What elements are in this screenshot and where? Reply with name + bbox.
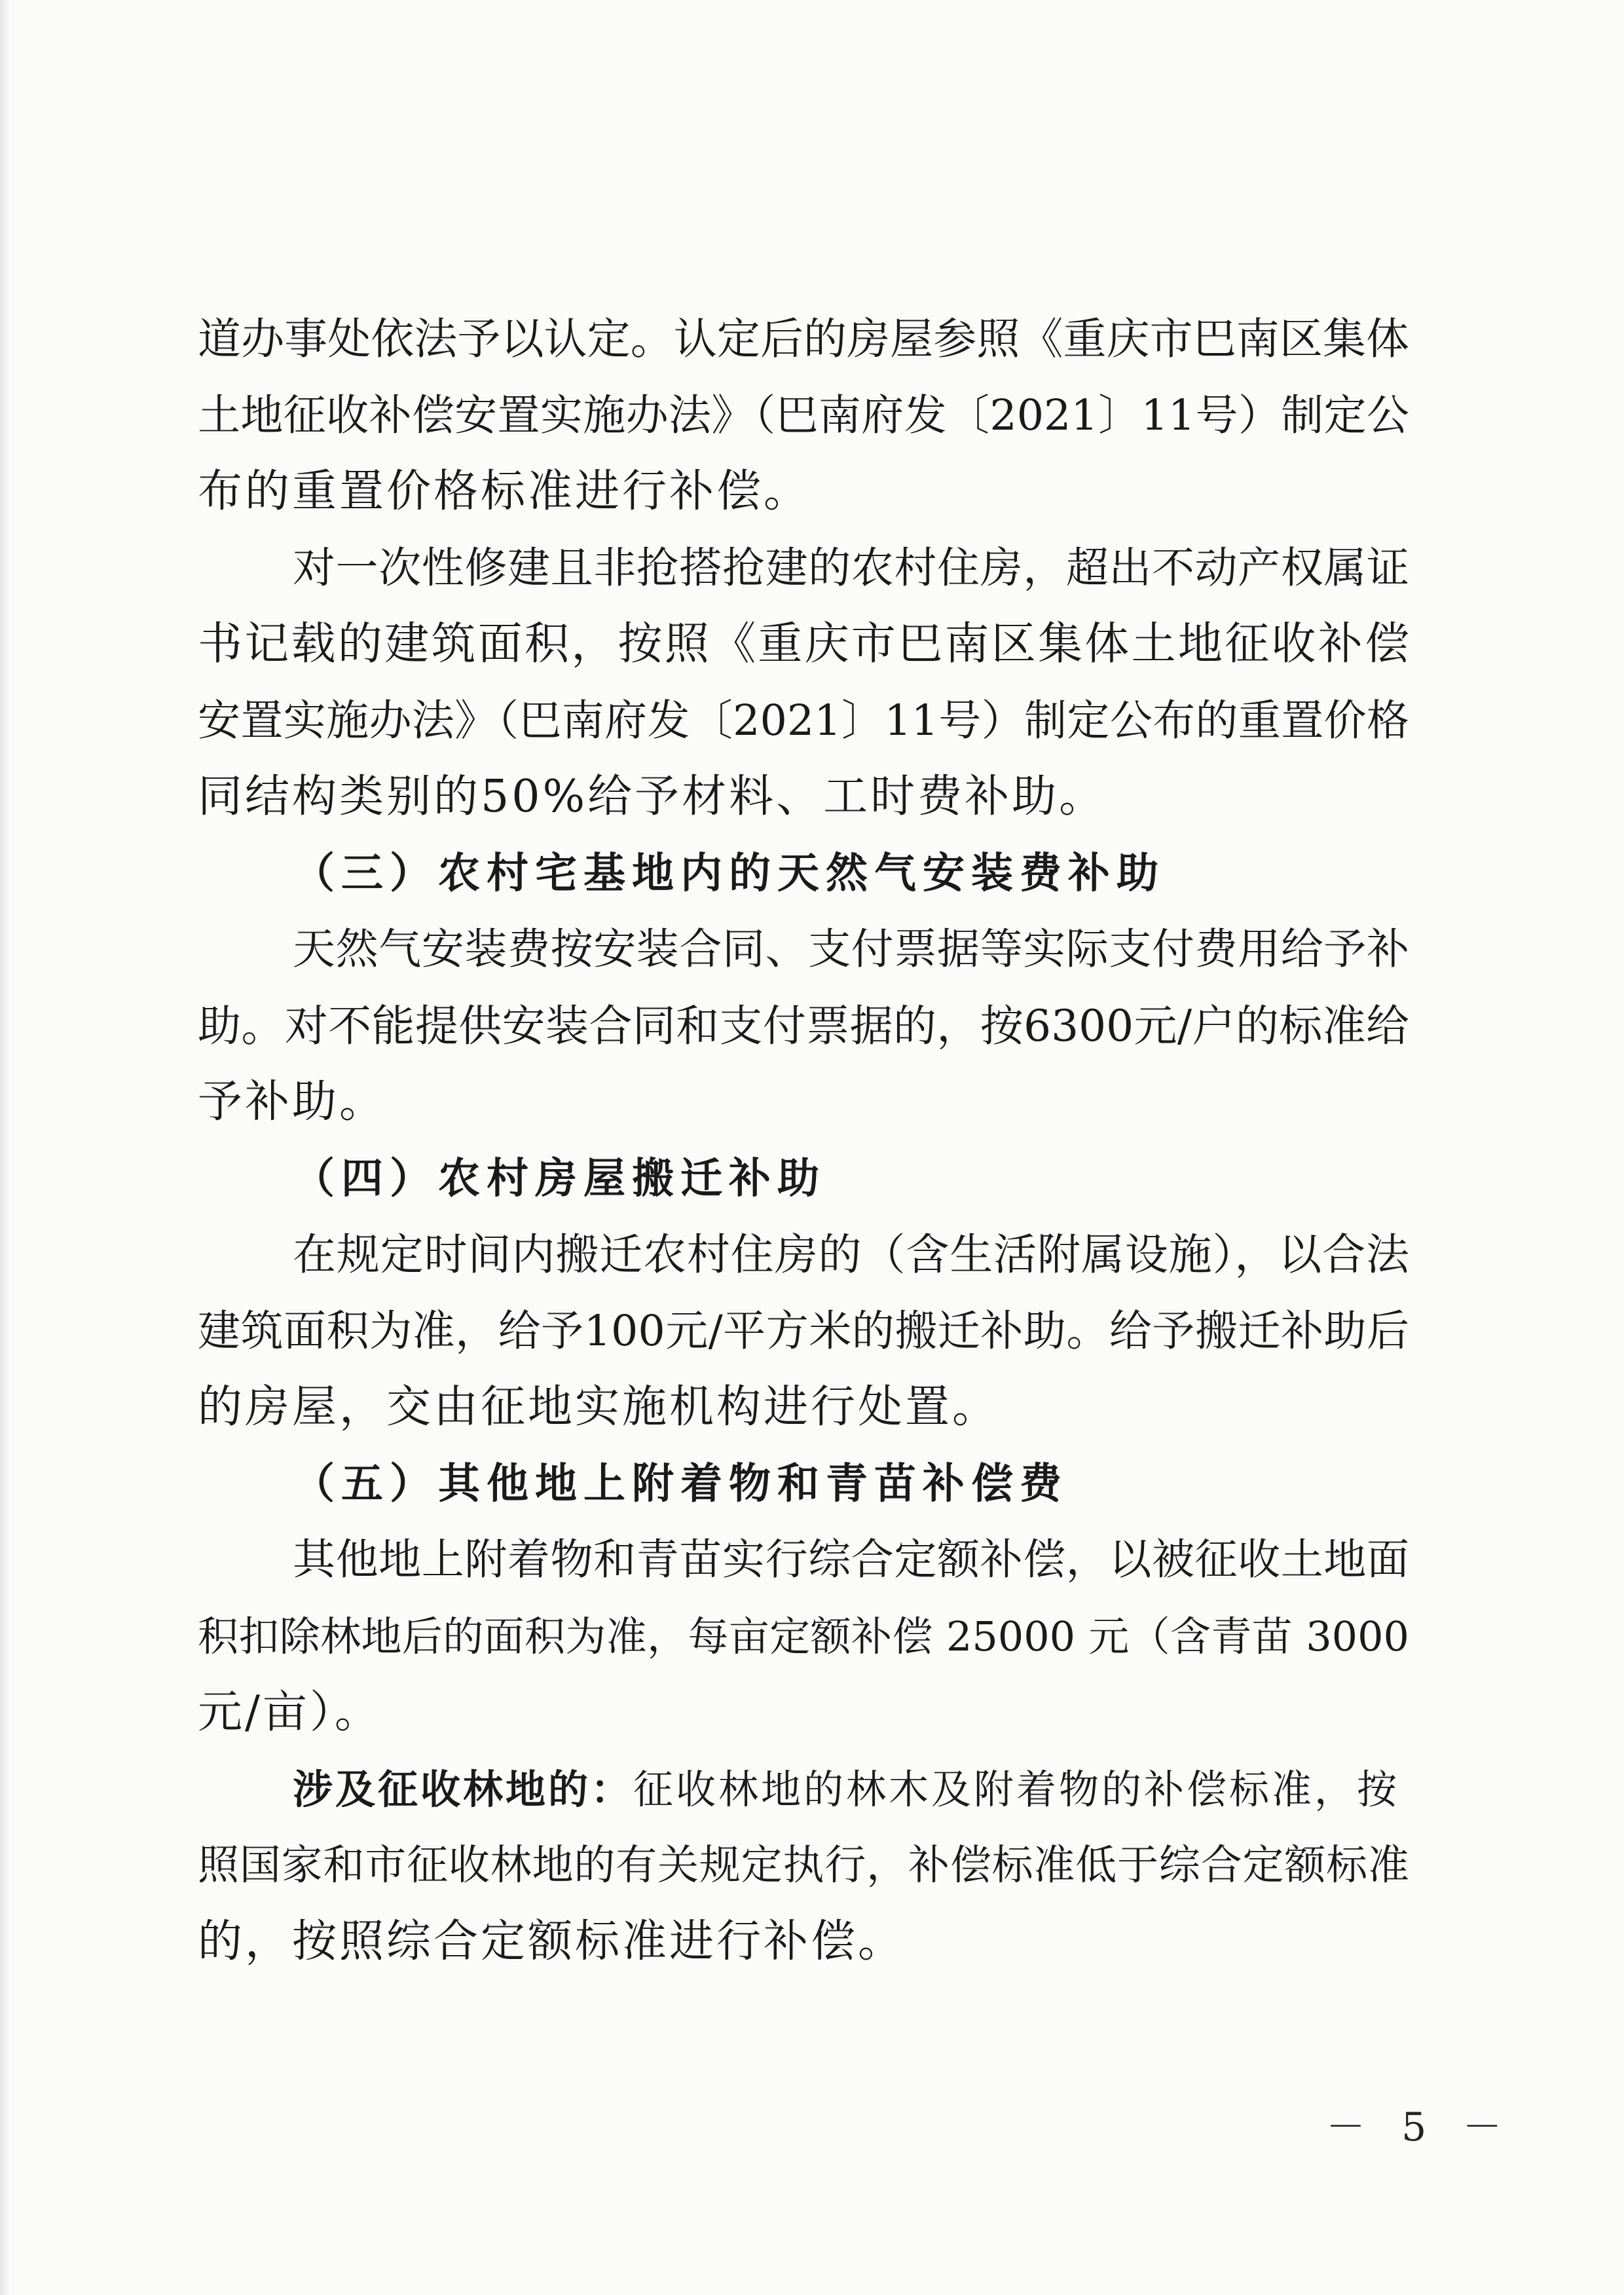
paragraph-line: 照国家和市征收林地的有关规定执行，补偿标准低于综合定额标准	[198, 1841, 1409, 1889]
paragraph-line-rest: 征收林地的林木及附着物的补偿标准，按	[633, 1766, 1400, 1813]
paragraph-line: 积扣除林地后的面积为准，每亩定额补偿 25000 元（含青苗 3000	[198, 1612, 1409, 1660]
paragraph-line: 布的重置价格标准进行补偿。	[198, 466, 811, 517]
paragraph-line: 的，按照综合定额标准进行补偿。	[198, 1915, 906, 1968]
paragraph-line: 助。对不能提供安装合同和支付票据的，按6300元/户的标准给	[198, 1000, 1409, 1051]
document-body	[198, 301, 1409, 1980]
paragraph-line: 的房屋，交由征地实施机构进行处置。	[198, 1381, 1000, 1433]
scan-edge-shadow	[0, 0, 9, 2295]
paragraph-line: 书记载的建筑面积，按照《重庆市巴南区集体土地征收补偿	[198, 618, 1409, 670]
paragraph-line: 对一次性修建且非抢搭抢建的农村住房，超出不动产权属证	[293, 543, 1409, 593]
section-heading: （三）农村宅基地内的天然气安装费补助	[293, 849, 1165, 898]
paragraph-line: 予补助。	[198, 1076, 387, 1128]
paragraph-line-with-lead	[198, 1751, 1409, 1828]
paragraph-line: 道办事处依法予以认定。认定后的房屋参照《重庆市巴南区集体	[198, 314, 1409, 364]
paragraph-line: 其他地上附着物和青苗实行综合定额补偿，以被征收土地面	[293, 1535, 1409, 1584]
section-heading: （四）农村房屋搬迁补助	[293, 1154, 826, 1203]
paragraph-line: 土地征收补偿安置实施办法》（巴南府发〔2021〕11号）制定公	[198, 390, 1409, 440]
paragraph-line: 在规定时间内搬迁农村住房的（含生活附属设施），以合法	[293, 1229, 1409, 1280]
paragraph-line: 建筑面积为准，给予100元/平方米的搬迁补助。给予搬迁补助后	[198, 1306, 1409, 1356]
paragraph-line: 同结构类别的50%给予材料、工时费补助。	[198, 771, 1107, 823]
bold-lead-text: 涉及征收林地的：	[293, 1766, 634, 1813]
section-heading: （五）其他地上附着物和青苗补偿费	[293, 1459, 1068, 1508]
page-number: － 5 －	[1326, 2104, 1514, 2150]
paragraph-line: 安置实施办法》（巴南府发〔2021〕11号）制定公布的重置价格	[198, 696, 1409, 745]
paragraph-line: 天然气安装费按安装合同、支付票据等实际支付费用给予补	[293, 925, 1409, 974]
paragraph-line: 元/亩）。	[198, 1687, 382, 1738]
